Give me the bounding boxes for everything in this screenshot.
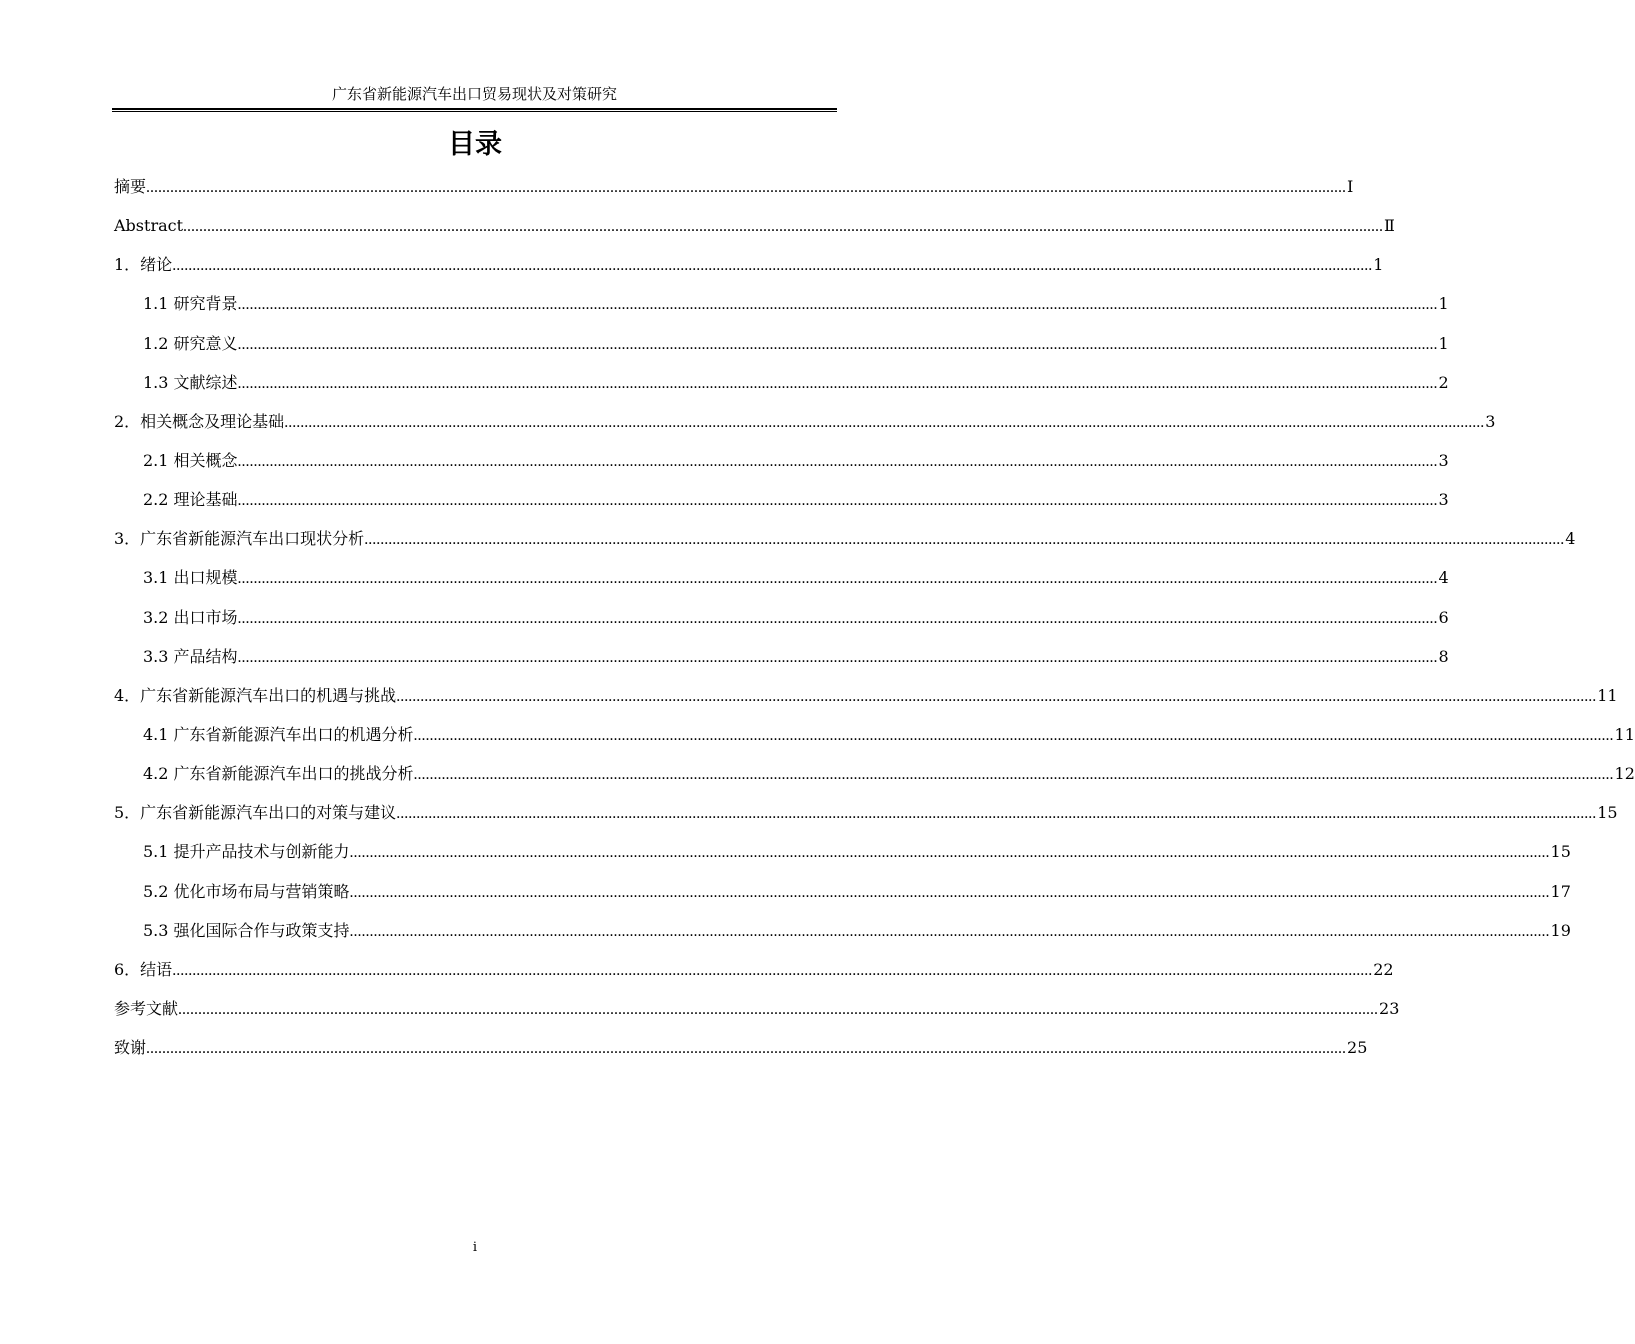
toc-entry[interactable] xyxy=(114,526,1576,565)
toc-entry-label: 5.3 强化国际合作与政策支持 xyxy=(143,920,350,940)
toc-entry-label: 参考文献 xyxy=(114,998,179,1018)
toc-entry-label: 3.2 出口市场 xyxy=(143,607,238,627)
toc-dot-leader: ............................................................................................................................................................................................................................................................................................................ xyxy=(178,1000,1379,1018)
toc-entry-label: 3．广东省新能源汽车出口现状分析 xyxy=(114,529,365,549)
toc-entry-label: 1．绪论 xyxy=(114,255,173,275)
toc-entry-label: 2.1 相关概念 xyxy=(143,450,238,470)
toc-entry-page-number: 1 xyxy=(1438,294,1449,314)
toc-entry-page-number: 3 xyxy=(1438,450,1449,470)
header-rule-thick xyxy=(112,108,837,110)
toc-entry-page-number: 17 xyxy=(1550,881,1571,901)
toc-dot-leader: ............................................................................................................................................................................................................................................................................................................ xyxy=(364,531,1565,549)
toc-entry[interactable] xyxy=(114,683,1618,722)
toc-entry[interactable] xyxy=(114,331,1449,370)
toc-dot-leader: ............................................................................................................................................................................................................................................................................................................ xyxy=(237,374,1438,392)
toc-dot-leader: ............................................................................................................................................................................................................................................................................................................ xyxy=(146,1040,1347,1058)
toc-entry-page-number: 19 xyxy=(1550,920,1571,940)
toc-entry-page-number: 1 xyxy=(1438,333,1449,353)
toc-entry[interactable] xyxy=(114,1035,1368,1074)
toc-dot-leader: ............................................................................................................................................................................................................................................................................................................ xyxy=(237,570,1438,588)
toc-entry-page-number: 6 xyxy=(1438,607,1449,627)
toc-entry[interactable] xyxy=(114,761,1635,800)
toc-entry-page-number: 1 xyxy=(1373,255,1384,275)
toc-entry-page-number: 4 xyxy=(1438,568,1449,588)
toc-entry[interactable] xyxy=(114,839,1571,878)
toc-entry-label: 1.1 研究背景 xyxy=(143,294,238,314)
toc-entry-label: 5．广东省新能源汽车出口的对策与建议 xyxy=(114,803,397,823)
toc-entry-label: 3.1 出口规模 xyxy=(143,568,238,588)
toc-entry-label: 4.1 广东省新能源汽车出口的机遇分析 xyxy=(143,724,414,744)
page-number: i xyxy=(472,1240,478,1255)
toc-dot-leader: ............................................................................................................................................................................................................................................................................................................ xyxy=(172,961,1373,979)
toc-entry[interactable] xyxy=(114,409,1496,448)
toc-entry[interactable] xyxy=(114,957,1394,996)
toc-entry-page-number: 23 xyxy=(1379,998,1400,1018)
toc-entry-page-number: 15 xyxy=(1550,842,1571,862)
toc-entry-label: 2.2 理论基础 xyxy=(143,490,238,510)
toc-entry-page-number: 3 xyxy=(1485,411,1496,431)
toc-dot-leader: ............................................................................................................................................................................................................................................................................................................ xyxy=(172,257,1373,275)
toc-entry-page-number: 11 xyxy=(1597,685,1618,705)
toc-dot-leader: ............................................................................................................................................................................................................................................................................................................ xyxy=(413,726,1614,744)
toc-dot-leader: ............................................................................................................................................................................................................................................................................................................ xyxy=(349,844,1550,862)
toc-entry[interactable] xyxy=(114,800,1618,839)
toc-dot-leader: ............................................................................................................................................................................................................................................................................................................ xyxy=(396,805,1597,823)
toc-entry-page-number: 3 xyxy=(1438,490,1449,510)
toc-entry-label: 1.3 文献综述 xyxy=(143,372,238,392)
toc-entry-page-number: 22 xyxy=(1373,959,1394,979)
toc-entry[interactable] xyxy=(114,722,1635,761)
toc-dot-leader: ............................................................................................................................................................................................................................................................................................................ xyxy=(237,452,1438,470)
toc-entry-page-number: 25 xyxy=(1347,1038,1368,1058)
toc-dot-leader: ............................................................................................................................................................................................................................................................................................................ xyxy=(349,922,1550,940)
toc-dot-leader: ............................................................................................................................................................................................................................................................................................................ xyxy=(413,766,1614,784)
toc-dot-leader: ............................................................................................................................................................................................................................................................................................................ xyxy=(284,413,1485,431)
toc-entry[interactable] xyxy=(114,605,1449,644)
toc-dot-leader: ............................................................................................................................................................................................................................................................................................................ xyxy=(183,218,1384,236)
toc-dot-leader: ............................................................................................................................................................................................................................................................................................................ xyxy=(146,179,1347,196)
toc-entry-label: Abstract xyxy=(114,216,184,236)
toc-dot-leader: ............................................................................................................................................................................................................................................................................................................ xyxy=(237,492,1438,510)
toc-entry-page-number: 15 xyxy=(1597,803,1618,823)
toc-entry-page-number: 2 xyxy=(1438,372,1449,392)
toc-entry[interactable] xyxy=(114,213,1395,252)
toc-entry[interactable] xyxy=(114,174,1354,213)
toc-entry-page-number: 12 xyxy=(1614,764,1635,784)
toc-dot-leader: ............................................................................................................................................................................................................................................................................................................ xyxy=(396,687,1597,705)
toc-entry-label: 4.2 广东省新能源汽车出口的挑战分析 xyxy=(143,764,414,784)
toc-entry[interactable] xyxy=(114,252,1384,291)
toc-entry-label: 1.2 研究意义 xyxy=(143,333,238,353)
toc-entry-label: 6．结语 xyxy=(114,959,173,979)
toc-entry[interactable] xyxy=(114,487,1449,526)
toc-entry-label: 3.3 产品结构 xyxy=(143,646,238,666)
toc-entry[interactable] xyxy=(114,879,1571,918)
toc-dot-leader: ............................................................................................................................................................................................................................................................................................................ xyxy=(237,335,1438,353)
toc-entry-label: 致谢 xyxy=(114,1038,147,1058)
toc-entry-label: 摘要 xyxy=(114,177,147,196)
toc-entry-page-number: Ⅱ xyxy=(1384,216,1395,236)
running-header: 广东省新能源汽车出口贸易现状及对策研究 xyxy=(331,85,617,103)
toc-entry[interactable] xyxy=(114,565,1449,604)
toc-entry[interactable] xyxy=(114,644,1449,683)
toc-entry-label: 4．广东省新能源汽车出口的机遇与挑战 xyxy=(114,685,397,705)
toc-entry-label: 2．相关概念及理论基础 xyxy=(114,411,285,431)
toc-dot-leader: ............................................................................................................................................................................................................................................................................................................ xyxy=(237,296,1438,314)
toc-dot-leader: ............................................................................................................................................................................................................................................................................................................ xyxy=(349,883,1550,901)
toc-dot-leader: ............................................................................................................................................................................................................................................................................................................ xyxy=(237,648,1438,666)
toc-entry-label: 5.2 优化市场布局与营销策略 xyxy=(143,881,350,901)
toc-entry[interactable] xyxy=(114,291,1449,330)
toc-entry[interactable] xyxy=(114,370,1449,409)
toc-entry-page-number: 11 xyxy=(1614,724,1635,744)
header-rule-thin xyxy=(112,111,837,112)
toc-entry-page-number: Ⅰ xyxy=(1347,177,1354,196)
toc-entry[interactable] xyxy=(114,918,1571,957)
toc-dot-leader: ............................................................................................................................................................................................................................................................................................................ xyxy=(237,609,1438,627)
toc-entry[interactable] xyxy=(114,448,1449,487)
toc-entry[interactable] xyxy=(114,996,1400,1035)
toc-title: 目录 xyxy=(448,129,502,160)
toc-entry-label: 5.1 提升产品技术与创新能力 xyxy=(143,842,350,862)
table-of-contents xyxy=(114,174,1635,1074)
toc-entry-page-number: 4 xyxy=(1565,529,1576,549)
toc-entry-page-number: 8 xyxy=(1438,646,1449,666)
